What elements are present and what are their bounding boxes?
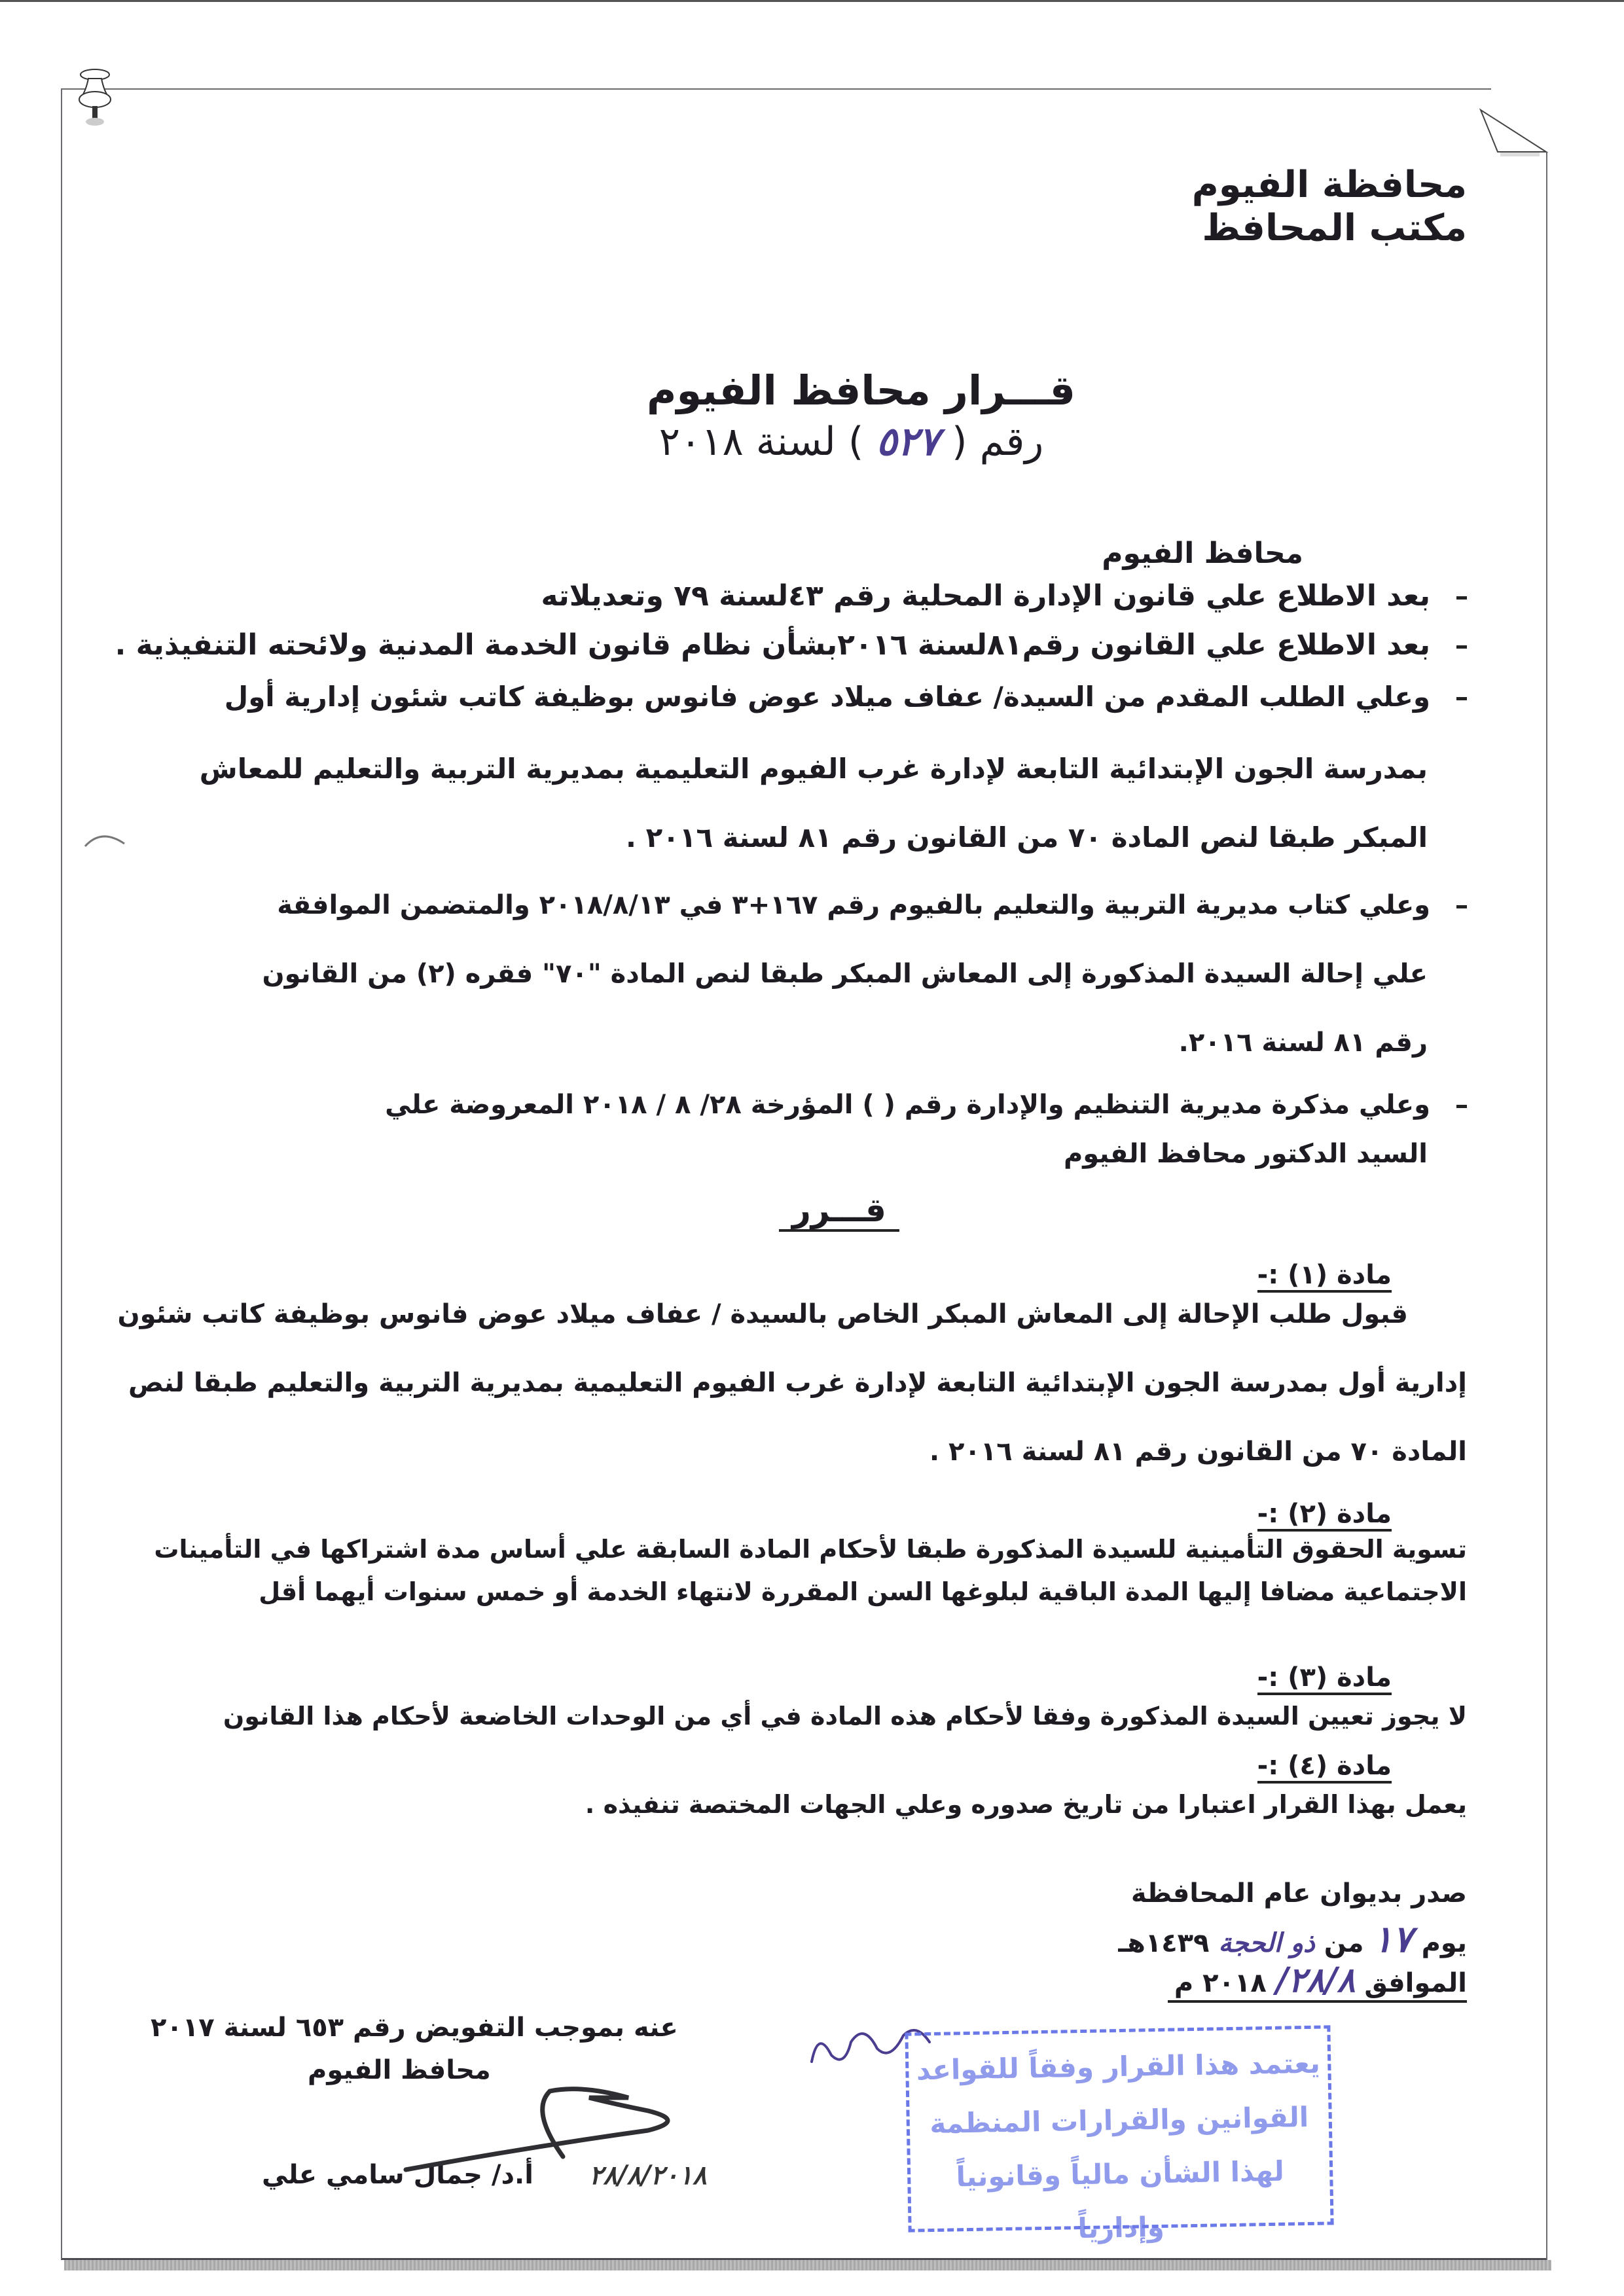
article-2-line-2: الاجتماعية مضافا إليها المدة الباقية لبلوغها السن المقررة لانتهاء الخدمة أو خمس سنوات أيهما أقل: [259, 1577, 1467, 1606]
article-2-line-1: تسوية الحقوق التأمينية للسيدة المذكورة طبقا لأحكام المادة السابقة علي أساس مدة اشتراكها في التأمينات: [154, 1535, 1467, 1564]
article-4-heading: مادة (٤) :-: [1257, 1751, 1392, 1784]
article-1-line-3: المادة ٧٠ من القانون رقم ٨١ لسنة ٢٠١٦ .: [929, 1437, 1467, 1467]
stamp-line-1: يعتمد هذا القرار وفقاً للقواعد: [916, 2047, 1321, 2087]
signatory-name: أ.د/ جمال سامي علي: [262, 2160, 533, 2190]
pushpin-icon: [69, 65, 121, 131]
article-1-line-1: قبول طلب الإحالة إلى المعاش المبكر الخاص بالسيدة / عفاف ميلاد عوض فانوس بوظيفة كاتب شئون: [117, 1299, 1408, 1329]
delegation-note: عنه بموجب التفويض رقم ٦٥٣ لسنة ٢٠١٧: [151, 2013, 678, 2043]
scan-edge: [0, 0, 1624, 2]
bullet-dash: [1456, 596, 1467, 600]
signatory-title: محافظ الفيوم: [308, 2055, 491, 2085]
decides-heading: قـــرر: [779, 1191, 899, 1232]
prelude-item-4-line-2: علي إحالة السيدة المذكورة إلى المعاش المبكر طبقا لنص المادة "٧٠" فقره (٢) من القانون: [262, 959, 1428, 989]
article-1-heading: مادة (١) :-: [1257, 1260, 1392, 1293]
bullet-dash: [1456, 645, 1467, 649]
hijri-date: يوم ١٧ من ذو الحجة ١٤٣٩هـ: [1118, 1918, 1467, 1961]
folded-corner-icon: [1479, 105, 1551, 157]
prelude-item-3: وعلي الطلب المقدم من السيدة/ عفاف ميلاد عوض فانوس بوظيفة كاتب شئون إدارية أول: [225, 681, 1467, 713]
article-1-line-2: إدارية أول بمدرسة الجون الإبتدائية التابعة لإدارة غرب الفيوم التعليمية بمديرية التربية والتعليم طبقا لنص: [128, 1368, 1467, 1398]
prelude-item-2: بعد الاطلاع علي القانون رقم٨١لسنة ٢٠١٦بشأن نظام قانون الخدمة المدنية ولائحته التنفيذية .: [115, 628, 1467, 662]
signature-date-handwritten: ٢٨/٨/٢٠١٨: [589, 2160, 707, 2191]
decision-number-handwritten: ٥٢٧: [876, 419, 940, 465]
article-3-heading: مادة (٣) :-: [1257, 1662, 1392, 1695]
article-3-line-1: لا يجوز تعيين السيدة المذكورة وفقا لأحكام هذه المادة في أي من الوحدات الخاضعة لأحكام هذا القانون: [223, 1702, 1467, 1731]
bullet-dash: [1456, 697, 1467, 700]
gregorian-date: الموافق ٢٨/٨/ ٢٠١٨ م: [1168, 1960, 1467, 2003]
issued-at: صدر بديوان عام المحافظة: [1130, 1878, 1467, 1909]
article-2-heading: مادة (٢) :-: [1257, 1499, 1392, 1532]
approval-stamp: [905, 2025, 1333, 2245]
decision-number-suffix: ) لسنة ٢٠١٨: [659, 419, 864, 465]
governorate-name: محافظة الفيوم: [1191, 164, 1467, 206]
prelude-item-3-line-3: المبكر طبقا لنص المادة ٧٠ من القانون رقم ٨١ لسنة ٢٠١٦ .: [626, 821, 1428, 853]
stamp-line-3: لهذا الشأن مالياً وقانونياً وإدارياً: [956, 2155, 1285, 2245]
page-frame-top: [61, 88, 1491, 90]
prelude-item-5: وعلي مذكرة مديرية التنظيم والإدارة رقم ( ) المؤرخة ٢٨/ ٨ / ٢٠١٨ المعروضة علي: [385, 1090, 1467, 1120]
decision-number-row: [0, 419, 1624, 465]
page-shadow: [64, 2260, 1551, 2270]
signature-scribble: [399, 2085, 694, 2176]
stamp-line-2: القوانين والقرارات المنظمة: [929, 2100, 1309, 2140]
office-name: مكتب المحافظ: [1202, 207, 1467, 249]
decision-number-prefix: رقم (: [952, 419, 1044, 465]
prelude-item-3-line-2: بمدرسة الجون الإبتدائية التابعة لإدارة غرب الفيوم التعليمية بمديرية التربية والتعليم للمعاش: [199, 753, 1428, 785]
bullet-dash: [1456, 1105, 1467, 1108]
decision-title: قـــرار محافظ الفيوم: [647, 367, 1075, 414]
prelude-heading: محافظ الفيوم: [1102, 537, 1303, 570]
prelude-item-4-line-3: رقم ٨١ لسنة ٢٠١٦.: [1178, 1028, 1428, 1058]
decision-title-row: [0, 367, 1624, 414]
punch-hole-mark: [82, 828, 128, 854]
prelude-item-1: بعد الاطلاع علي قانون الإدارة المحلية رقم ٤٣لسنة ٧٩ وتعديلاته: [541, 579, 1467, 613]
prelude-item-4: وعلي كتاب مديرية التربية والتعليم بالفيوم رقم ١٦٧+٣ في ٢٠١٨/٨/١٣ والمتضمن الموافقة: [277, 890, 1467, 920]
prelude-item-5-line-2: السيد الدكتور محافظ الفيوم: [1063, 1139, 1428, 1169]
article-4-line-1: يعمل بهذا القرار اعتبارا من تاريخ صدوره وعلي الجهات المختصة تنفيذه .: [585, 1790, 1467, 1819]
page-frame-right: [1546, 152, 1547, 2260]
letterhead: [1192, 164, 1467, 250]
bullet-dash: [1456, 905, 1467, 908]
